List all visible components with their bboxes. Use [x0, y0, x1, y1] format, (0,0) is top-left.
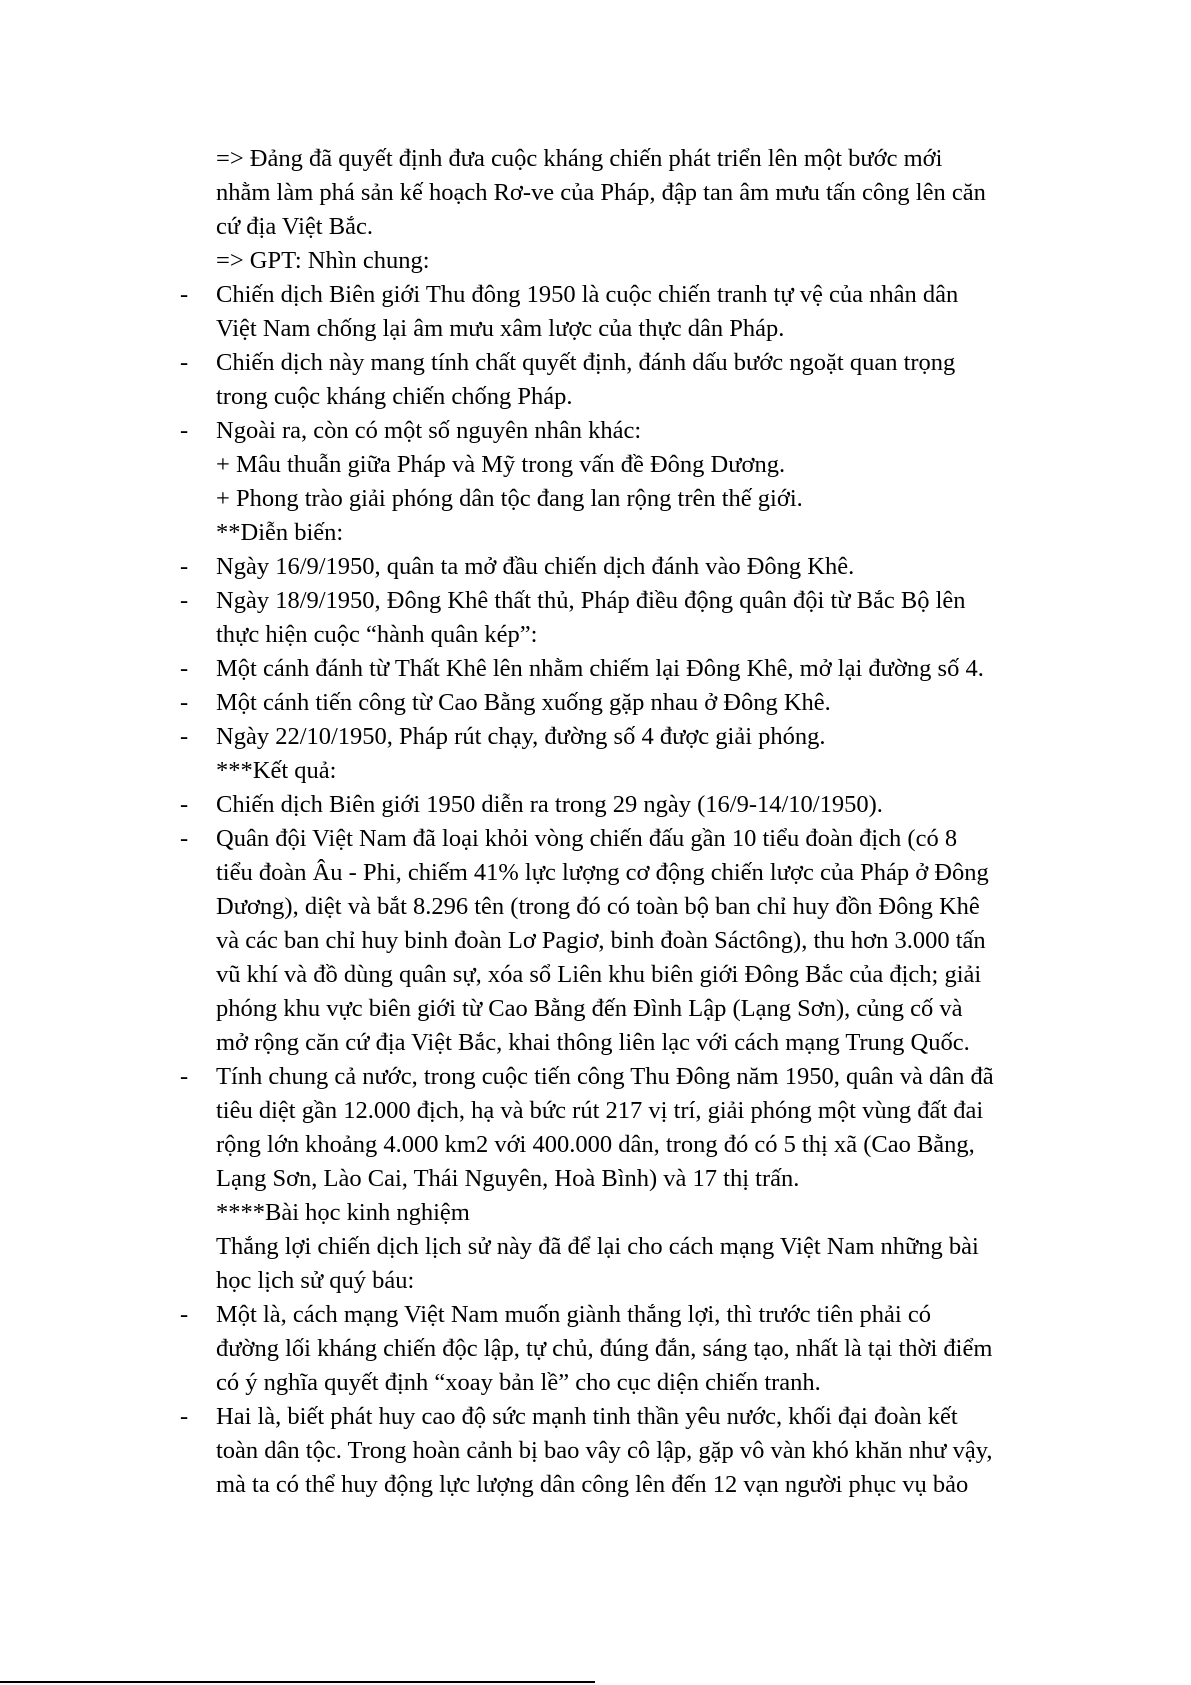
bullet-line	[180, 1400, 1060, 1434]
bullet-line	[180, 720, 1060, 754]
bullet-dash: -	[180, 1063, 189, 1090]
line-text: Một là, cách mạng Việt Nam muốn giành thắng lợi, thì trước tiên phải có	[216, 1301, 931, 1328]
bullet-dash: -	[180, 825, 189, 852]
text-line	[180, 448, 1060, 482]
bullet-dash: -	[180, 791, 189, 818]
line-text: mà ta có thể huy động lực lượng dân công lên đến 12 vạn người phục vụ bảo	[216, 1471, 969, 1498]
line-text: Hai là, biết phát huy cao độ sức mạnh tinh thần yêu nước, khối đại đoàn kết	[216, 1403, 958, 1430]
line-text: Quân đội Việt Nam đã loại khỏi vòng chiến đấu gần 10 tiểu đoàn địch (có 8	[216, 825, 958, 852]
text-line	[180, 1468, 1060, 1502]
line-text: ****Bài học kinh nghiệm	[216, 1199, 470, 1226]
text-line	[180, 1026, 1060, 1060]
line-text: Một cánh đánh từ Thất Khê lên nhằm chiếm lại Đông Khê, mở lại đường số 4.	[216, 655, 984, 682]
line-text: Một cánh tiến công từ Cao Bằng xuống gặp nhau ở Đông Khê.	[216, 689, 831, 716]
text-line	[180, 516, 1060, 550]
line-text: thực hiện cuộc “hành quân kép”:	[216, 621, 538, 648]
line-text: Chiến dịch này mang tính chất quyết định, đánh dấu bước ngoặt quan trọng	[216, 349, 956, 376]
bullet-line	[180, 652, 1060, 686]
document-body	[180, 142, 1060, 1502]
text-line	[180, 992, 1060, 1026]
line-text: Dương), diệt và bắt 8.296 tên (trong đó có toàn bộ ban chỉ huy đồn Đông Khê	[216, 893, 980, 920]
line-text: học lịch sử quý báu:	[216, 1267, 415, 1294]
text-line	[180, 210, 1060, 244]
line-text: => GPT: Nhìn chung:	[216, 247, 430, 274]
bullet-dash: -	[180, 689, 189, 716]
text-line	[180, 1128, 1060, 1162]
line-text: Việt Nam chống lại âm mưu xâm lược của thực dân Pháp.	[216, 315, 785, 342]
text-line	[180, 244, 1060, 278]
line-text: có ý nghĩa quyết định “xoay bản lề” cho cục diện chiến tranh.	[216, 1369, 821, 1396]
text-line	[180, 958, 1060, 992]
bullet-line	[180, 584, 1060, 618]
text-line	[180, 754, 1060, 788]
bullet-dash: -	[180, 1403, 189, 1430]
text-line	[180, 856, 1060, 890]
line-text: mở rộng căn cứ địa Việt Bắc, khai thông liên lạc với cách mạng Trung Quốc.	[216, 1029, 970, 1056]
bottom-rule	[0, 1681, 595, 1683]
line-text: trong cuộc kháng chiến chống Pháp.	[216, 383, 573, 410]
line-text: tiêu diệt gần 12.000 địch, hạ và bức rút 217 vị trí, giải phóng một vùng đất đai	[216, 1097, 984, 1124]
line-text: đường lối kháng chiến độc lập, tự chủ, đúng đắn, sáng tạo, nhất là tại thời điểm	[216, 1335, 993, 1362]
line-text: Tính chung cả nước, trong cuộc tiến công Thu Đông năm 1950, quân và dân đã	[216, 1063, 994, 1090]
line-text: **Diễn biến:	[216, 519, 344, 546]
bullet-dash: -	[180, 587, 189, 614]
bullet-line	[180, 788, 1060, 822]
bullet-dash: -	[180, 655, 189, 682]
line-text: Lạng Sơn, Lào Cai, Thái Nguyên, Hoà Bình) và 17 thị trấn.	[216, 1165, 800, 1192]
bullet-dash: -	[180, 417, 189, 444]
bullet-dash: -	[180, 723, 189, 750]
bullet-line	[180, 822, 1060, 856]
text-line	[180, 482, 1060, 516]
text-line	[180, 380, 1060, 414]
line-text: Thắng lợi chiến dịch lịch sử này đã để lại cho cách mạng Việt Nam những bài	[216, 1233, 979, 1260]
line-text: Chiến dịch Biên giới 1950 diễn ra trong 29 ngày (16/9-14/10/1950).	[216, 791, 883, 818]
line-text: tiểu đoàn Âu - Phi, chiếm 41% lực lượng cơ động chiến lược của Pháp ở Đông	[216, 859, 989, 886]
bullet-line	[180, 550, 1060, 584]
text-line	[180, 1264, 1060, 1298]
line-text: cứ địa Việt Bắc.	[216, 213, 373, 240]
line-text: Ngày 16/9/1950, quân ta mở đầu chiến dịch đánh vào Đông Khê.	[216, 553, 855, 580]
text-line	[180, 1434, 1060, 1468]
text-line	[180, 1332, 1060, 1366]
text-line	[180, 1196, 1060, 1230]
text-line	[180, 1094, 1060, 1128]
line-text: Chiến dịch Biên giới Thu đông 1950 là cuộc chiến tranh tự vệ của nhân dân	[216, 281, 959, 308]
line-text: vũ khí và đồ dùng quân sự, xóa sổ Liên khu biên giới Đông Bắc của địch; giải	[216, 961, 982, 988]
line-text: Ngoài ra, còn có một số nguyên nhân khác:	[216, 417, 642, 444]
text-line	[180, 176, 1060, 210]
text-line	[180, 618, 1060, 652]
bullet-dash: -	[180, 553, 189, 580]
text-line	[180, 312, 1060, 346]
bullet-line	[180, 686, 1060, 720]
line-text: phóng khu vực biên giới từ Cao Bằng đến Đình Lập (Lạng Sơn), củng cố và	[216, 995, 963, 1022]
bullet-line	[180, 346, 1060, 380]
line-text: + Mâu thuẫn giữa Pháp và Mỹ trong vấn đề Đông Dương.	[216, 451, 786, 478]
bullet-line	[180, 278, 1060, 312]
line-text: nhằm làm phá sản kế hoạch Rơ-ve của Pháp, đập tan âm mưu tấn công lên căn	[216, 179, 986, 206]
bullet-dash: -	[180, 1301, 189, 1328]
line-text: Ngày 22/10/1950, Pháp rút chạy, đường số 4 được giải phóng.	[216, 723, 826, 750]
line-text: => Đảng đã quyết định đưa cuộc kháng chiến phát triển lên một bước mới	[216, 145, 943, 172]
line-text: toàn dân tộc. Trong hoàn cảnh bị bao vây cô lập, gặp vô vàn khó khăn như vậy,	[216, 1437, 993, 1464]
bullet-dash: -	[180, 281, 189, 308]
bullet-dash: -	[180, 349, 189, 376]
line-text: rộng lớn khoảng 4.000 km2 với 400.000 dân, trong đó có 5 thị xã (Cao Bằng,	[216, 1131, 975, 1158]
text-line	[180, 924, 1060, 958]
line-text: ***Kết quả:	[216, 757, 337, 784]
bullet-line	[180, 1298, 1060, 1332]
line-text: Ngày 18/9/1950, Đông Khê thất thủ, Pháp điều động quân đội từ Bắc Bộ lên	[216, 587, 966, 614]
bullet-line	[180, 1060, 1060, 1094]
text-line	[180, 1230, 1060, 1264]
line-text: + Phong trào giải phóng dân tộc đang lan rộng trên thế giới.	[216, 485, 803, 512]
text-line	[180, 1366, 1060, 1400]
text-line	[180, 142, 1060, 176]
text-line	[180, 890, 1060, 924]
text-line	[180, 1162, 1060, 1196]
line-text: và các ban chỉ huy binh đoàn Lơ Pagiơ, binh đoàn Sáctông), thu hơn 3.000 tấn	[216, 927, 986, 954]
bullet-line	[180, 414, 1060, 448]
